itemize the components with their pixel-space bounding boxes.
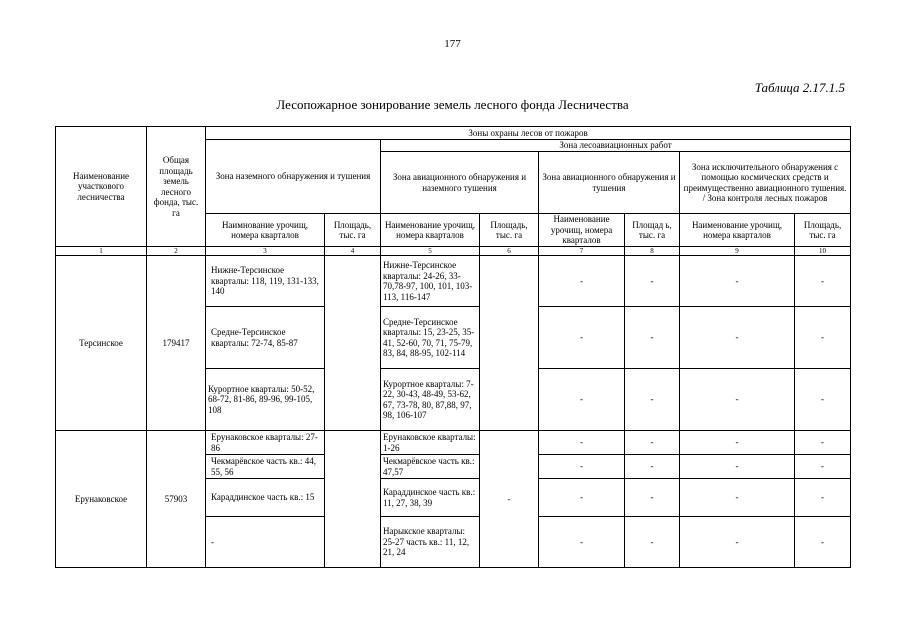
column-number-row [56, 247, 851, 256]
avia-ground-zone-quarters: Чекмарёвское часть кв.: 47,57 [381, 455, 480, 479]
cell-value: - [795, 431, 851, 455]
cell-value: - [680, 455, 795, 479]
cell-value: - [539, 517, 625, 568]
cell-value: - [795, 517, 851, 568]
avia-ground-zone-area [480, 256, 539, 431]
column-number: 5 [381, 247, 480, 256]
avia-ground-zone-quarters: Курортное кварталы: 7-22, 30-43, 48-49, 53-62, 67, 73-78, 80, 87,88, 97, 98, 106-107 [381, 369, 480, 431]
avia-ground-zone-area: - [480, 431, 539, 568]
table-label: Таблица 2.17.1.5 [754, 80, 845, 95]
subheader-area: Площадь, тыс. га [325, 214, 381, 247]
avia-ground-zone-quarters: Средне-Терсинское кварталы: 15, 23-25, 35-41, 52-60, 70, 71, 75-79, 83, 84, 88-95, 102-114 [381, 307, 480, 369]
header-zone-ground: Зона наземного обнаружения и тушения [206, 140, 381, 214]
cell-value: - [539, 431, 625, 455]
page-number: 177 [444, 38, 461, 50]
column-number: 10 [795, 247, 851, 256]
avia-ground-zone-quarters: Нарыкское кварталы: 25-27 часть кв.: 11, 12, 21, 24 [381, 517, 480, 568]
column-number: 6 [480, 247, 539, 256]
cell-value: - [625, 479, 680, 517]
column-number: 4 [325, 247, 381, 256]
subheader-name: Наименование урочищ, номера кварталов [381, 214, 480, 247]
cell-value: - [625, 369, 680, 431]
header-zone-avia-ground: Зона авиационного обнаружения и наземного тушения [381, 152, 539, 214]
header-zone-space: Зона исключительного обнаружения с помощью космических средств и преимущественно авиационного тушения. / Зона контроля лесных пожаров [680, 152, 851, 214]
cell-value: - [795, 455, 851, 479]
cell-value: - [539, 455, 625, 479]
column-number: 3 [206, 247, 325, 256]
avia-ground-zone-quarters: Нижне-Терсинское кварталы: 24-26, 33-70,78-97, 100, 101, 103-113, 116-147 [381, 256, 480, 307]
subheader-name: Наимнование урочищ, номера кварталов [206, 214, 325, 247]
column-number: 2 [147, 247, 206, 256]
cell-value: - [680, 307, 795, 369]
cell-value: - [680, 369, 795, 431]
forestry-name: Терсинское [56, 256, 147, 431]
ground-zone-area [325, 256, 381, 431]
cell-value: - [625, 517, 680, 568]
column-number: 1 [56, 247, 147, 256]
cell-value: - [680, 479, 795, 517]
header-name: Наименование участкового лесничества [56, 127, 147, 247]
cell-value: - [625, 307, 680, 369]
table-row [56, 431, 851, 455]
ground-zone-area [325, 431, 381, 568]
table-title: Лесопожарное зонирование земель лесного фонда Лесничества [276, 97, 629, 112]
header-area: Общая площадь земель лесного фонда, тыс. га [147, 127, 206, 247]
cell-value: - [625, 455, 680, 479]
ground-zone-quarters: Караддинское часть кв.: 15 [206, 479, 325, 517]
cell-value: - [795, 307, 851, 369]
ground-zone-quarters: Нижне-Терсинское кварталы: 118, 119, 131-133, 140 [206, 256, 325, 307]
column-number: 9 [680, 247, 795, 256]
ground-zone-quarters: - [206, 517, 325, 568]
forestry-area: 57903 [147, 431, 206, 568]
cell-value: - [795, 256, 851, 307]
cell-value: - [625, 431, 680, 455]
header-zones: Зоны охраны лесов от пожаров [206, 127, 851, 140]
subheader-area: Площадь, тыс. га [480, 214, 539, 247]
subheader-name: Наименование урочищ, номера кварталов [680, 214, 795, 247]
cell-value: - [795, 369, 851, 431]
subheader-area: Площадь, тыс. га [795, 214, 851, 247]
column-number: 8 [625, 247, 680, 256]
cell-value: - [680, 431, 795, 455]
cell-value: - [625, 256, 680, 307]
fire-zoning-table [55, 126, 851, 568]
avia-ground-zone-quarters: Ерунаковское кварталы: 1-26 [381, 431, 480, 455]
ground-zone-quarters: Курортное кварталы: 50-52, 68-72, 81-86, 89-96, 99-105, 108 [206, 369, 325, 431]
forestry-area: 179417 [147, 256, 206, 431]
cell-value: - [680, 256, 795, 307]
avia-ground-zone-quarters: Караддинское часть кв.: 11, 27, 38, 39 [381, 479, 480, 517]
column-number: 7 [539, 247, 625, 256]
cell-value: - [795, 479, 851, 517]
ground-zone-quarters: Средне-Терсинское кварталы: 72-74, 85-87 [206, 307, 325, 369]
cell-value: - [680, 517, 795, 568]
header-zone-avia-works: Зона лесоавиационных работ [381, 140, 851, 152]
forestry-name: Ерунаковское [56, 431, 147, 568]
cell-value: - [539, 307, 625, 369]
table-row [56, 256, 851, 307]
ground-zone-quarters: Ерунаковское кварталы: 27-86 [206, 431, 325, 455]
header-zone-avia: Зона авиационного обнаружения и тушения [539, 152, 680, 214]
subheader-name: Наименование урочищ, номера кварталов [539, 214, 625, 247]
subheader-area: Площад ь, тыс. га [625, 214, 680, 247]
cell-value: - [539, 479, 625, 517]
ground-zone-quarters: Чекмарёвское часть кв.: 44, 55, 56 [206, 455, 325, 479]
cell-value: - [539, 369, 625, 431]
cell-value: - [539, 256, 625, 307]
